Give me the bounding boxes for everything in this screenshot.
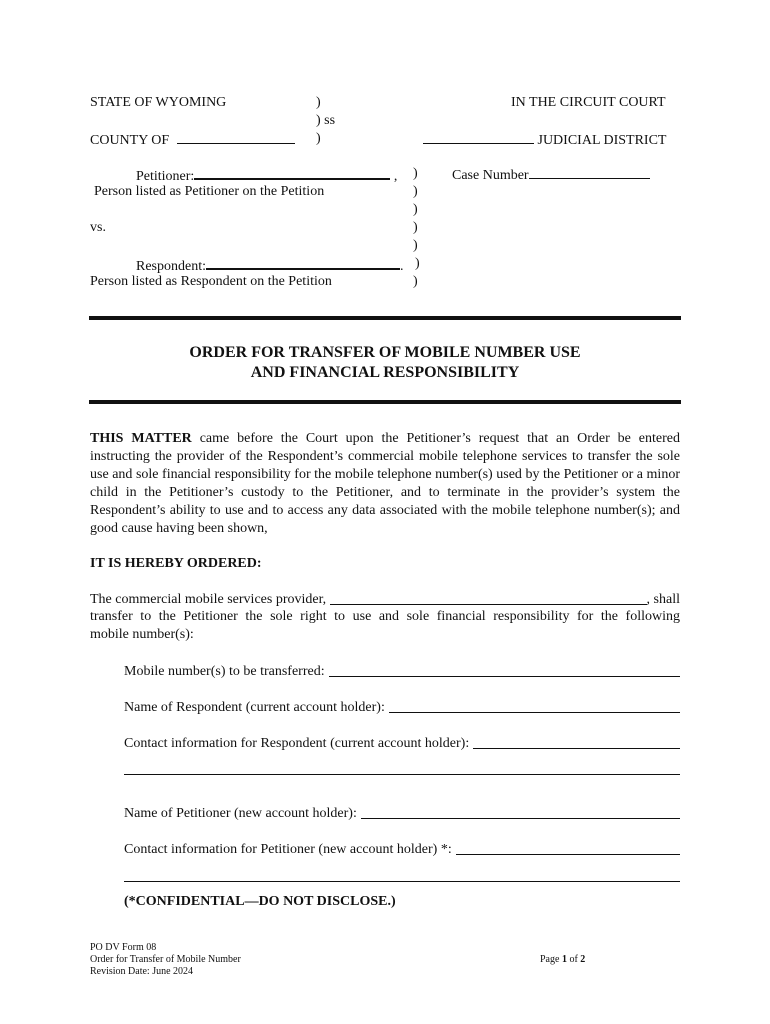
page-indicator	[540, 954, 585, 966]
provider-text4: mobile number(s):	[90, 627, 194, 642]
footer-revision: Revision Date: June 2024	[90, 966, 194, 977]
footer-form-name: Order for Transfer of Mobile Number	[90, 954, 241, 965]
provider-text1: The commercial mobile services provider,	[90, 592, 327, 607]
petitioner-contact-blank[interactable]	[456, 854, 680, 855]
page-title-line1: ORDER FOR TRANSFER OF MOBILE NUMBER USE	[189, 344, 581, 361]
respondent-blank[interactable]	[206, 255, 400, 270]
page-of: of	[569, 954, 578, 965]
court-label: IN THE CIRCUIT COURT	[511, 95, 666, 110]
mobile-numbers-blank[interactable]	[329, 676, 680, 677]
petitioner-name-blank[interactable]	[361, 818, 680, 819]
caption-paren: )	[316, 131, 321, 146]
intro-lead: THIS MATTER	[90, 431, 192, 446]
respondent-name-label: Name of Respondent (current account holder):	[124, 700, 385, 715]
vs-label: vs.	[90, 220, 106, 235]
petitioner-comma: ,	[393, 169, 398, 184]
provider-line	[90, 590, 680, 608]
caption-paren: )	[316, 95, 321, 110]
respondent-period: .	[400, 259, 404, 274]
petitioner-contact-field	[124, 840, 680, 858]
state-label: STATE OF WYOMING	[90, 95, 227, 110]
page-total: 2	[580, 954, 586, 965]
petitioner-desc: Person listed as Petitioner on the Petition	[94, 184, 325, 199]
petitioner-blank[interactable]	[194, 165, 390, 180]
footer-form-id: PO DV Form 08	[90, 942, 157, 953]
petitioner-name-label: Name of Petitioner (new account holder):	[124, 806, 357, 821]
respondent-name-blank[interactable]	[389, 712, 680, 713]
mobile-numbers-label: Mobile number(s) to be transferred:	[124, 664, 325, 679]
district-blank[interactable]	[423, 130, 534, 144]
county-label: COUNTY OF	[90, 133, 170, 148]
respondent-label: Respondent:	[136, 259, 206, 274]
petitioner-name-field	[124, 804, 680, 822]
county-blank[interactable]	[177, 130, 295, 144]
ordered-heading: IT IS HEREBY ORDERED:	[90, 556, 262, 571]
caption-paren: )	[413, 220, 418, 235]
top-rule	[89, 316, 681, 320]
page-prefix: Page	[540, 954, 560, 965]
caption-paren: )	[413, 202, 418, 217]
caption-paren: )	[413, 274, 418, 289]
provider-text2: , shall	[646, 592, 680, 607]
petitioner-label: Petitioner:	[136, 169, 195, 184]
page-title-line2: AND FINANCIAL RESPONSIBILITY	[250, 364, 520, 381]
caption-paren: )	[413, 166, 418, 181]
case-number-label: Case Number	[452, 168, 529, 183]
district-line	[423, 130, 666, 150]
district-label: JUDICIAL DISTRICT	[537, 133, 667, 148]
respondent-contact-label: Contact information for Respondent (current account holder):	[124, 736, 470, 751]
bottom-rule	[89, 400, 681, 404]
provider-blank[interactable]	[330, 604, 646, 605]
caption-ss: ) ss	[316, 113, 336, 128]
respondent-name-field	[124, 698, 680, 716]
county-line	[90, 130, 295, 150]
respondent-contact-field	[124, 734, 680, 752]
case-number-line	[452, 165, 650, 185]
petitioner-contact-blank-2[interactable]	[124, 881, 680, 882]
provider-text3: transfer to the Petitioner the sole right to use and sole financial responsibility for the following	[90, 609, 680, 624]
intro-text: came before the Court upon the Petitioner’s request that an Order be entered instructing the provider of the Respondent’s commercial mobile telephone services to transfer the sole use and sole financial responsibility for the mobile telephone number(s) used by the Petitioner or a minor child in the Petitioner’s custody to the Petitioner, and to terminate in the provider’s system the Respondent’s ability to use and to access any data associated with the mobile telephone number(s); and good cause having been shown,	[90, 431, 680, 536]
respondent-desc: Person listed as Respondent on the Petition	[90, 274, 332, 289]
respondent-contact-blank[interactable]	[473, 748, 680, 749]
petitioner-contact-label: Contact information for Petitioner (new account holder) *:	[124, 842, 452, 857]
intro-paragraph	[90, 430, 680, 538]
caption-paren: )	[413, 184, 418, 199]
case-number-blank[interactable]	[529, 165, 650, 179]
mobile-numbers-field	[124, 662, 680, 680]
caption-paren: )	[413, 238, 418, 253]
confidential-note: (*CONFIDENTIAL—DO NOT DISCLOSE.)	[124, 894, 396, 909]
respondent-contact-blank-2[interactable]	[124, 774, 680, 775]
caption-paren: )	[415, 256, 420, 271]
page-current: 1	[561, 954, 567, 965]
